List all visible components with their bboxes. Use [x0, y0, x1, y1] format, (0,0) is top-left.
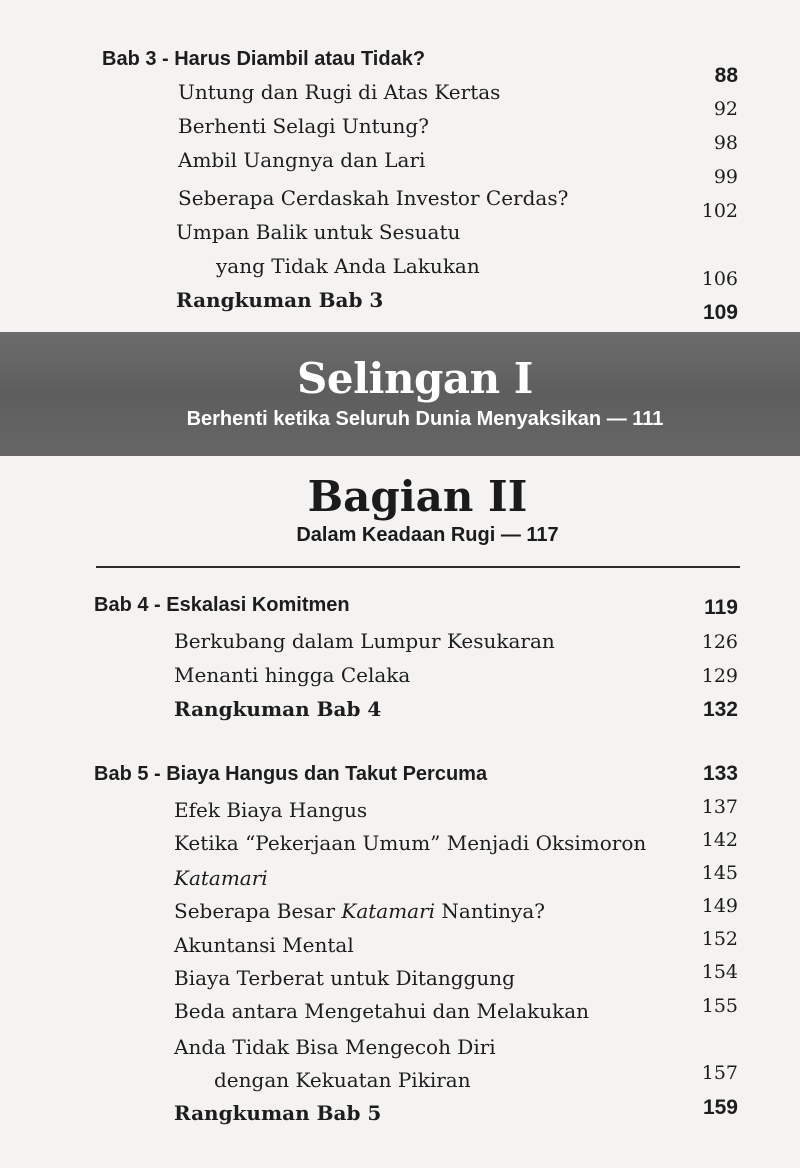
toc-entry-label: Beda antara Mengetahui dan Melakukan [174, 999, 590, 1023]
toc-entry-page: 137 [701, 796, 738, 818]
toc-entry-page: 157 [701, 1062, 738, 1084]
chapter-3-page: 88 [714, 64, 738, 87]
interlude-subtitle: Berhenti ketika Seluruh Dunia Menyaksikan — 111 [186, 408, 664, 430]
toc-entry-page: 102 [701, 200, 738, 222]
toc-entry-page: 149 [701, 895, 738, 917]
toc-entry-page: 98 [713, 132, 738, 154]
toc-entry-label-continued: yang Tidak Anda Lakukan [216, 254, 480, 278]
toc-entry-label: Berhenti Selagi Untung? [178, 114, 429, 138]
italic-term: Katamari [174, 866, 268, 890]
chapter-5-heading: Bab 5 - Biaya Hangus dan Takut Percuma [94, 763, 488, 785]
toc-entry-label: Efek Biaya Hangus [174, 798, 368, 822]
toc-entry-label: Ambil Uangnya dan Lari [178, 148, 426, 172]
label-part: Nantinya? [435, 899, 545, 923]
chapter-5-summary-page: 159 [702, 1096, 738, 1119]
part-title: Bagian II [307, 472, 528, 521]
toc-entry-page: 154 [701, 961, 738, 983]
chapter-4-heading: Bab 4 - Eskalasi Komitmen [94, 594, 350, 616]
italic-term: Katamari [341, 899, 436, 923]
toc-entry-page: 126 [701, 631, 738, 653]
chapter-5-summary: Rangkuman Bab 5 [174, 1101, 382, 1125]
toc-entry-label: Untung dan Rugi di Atas Kertas [178, 80, 501, 104]
toc-entry-page: 152 [701, 928, 738, 950]
chapter-4-page: 119 [704, 596, 738, 619]
toc-entry-page: 142 [701, 829, 738, 851]
chapter-3-summary: Rangkuman Bab 3 [176, 288, 384, 312]
toc-entry-label: Berkubang dalam Lumpur Kesukaran [174, 629, 555, 653]
toc-entry-page: 145 [701, 862, 738, 884]
toc-entry-label: Menanti hingga Celaka [174, 663, 411, 687]
toc-entry-label: Seberapa Cerdaskah Investor Cerdas? [178, 186, 569, 210]
toc-entry-page: 155 [701, 995, 738, 1017]
divider [96, 566, 740, 568]
interlude-title: Selingan I [297, 354, 533, 403]
toc-entry-label: Umpan Balik untuk Sesuatu [176, 220, 461, 244]
toc-entry-page: 106 [701, 268, 738, 290]
toc-entry-page: 129 [701, 665, 738, 687]
toc-entry-label: Biaya Terberat untuk Ditanggung [174, 966, 515, 990]
chapter-3-summary-page: 109 [702, 301, 738, 324]
toc-entry-label: Ketika “Pekerjaan Umum” Menjadi Oksimoron [174, 831, 647, 855]
chapter-5-page: 133 [702, 762, 738, 785]
toc-entry-label: Akuntansi Mental [174, 933, 354, 957]
toc-entry-label: Anda Tidak Bisa Mengecoh Diri [174, 1035, 496, 1059]
toc-entry-page: 92 [713, 98, 738, 120]
toc-entry-label [174, 899, 545, 923]
toc-entry-label-continued: dengan Kekuatan Pikiran [214, 1068, 471, 1092]
part-subtitle: Dalam Keadaan Rugi — 117 [296, 524, 559, 546]
toc-entry-label [174, 866, 268, 890]
chapter-4-summary: Rangkuman Bab 4 [174, 697, 382, 721]
chapter-3-heading: Bab 3 - Harus Diambil atau Tidak? [102, 48, 426, 70]
chapter-4-summary-page: 132 [702, 698, 738, 721]
toc-entry-page: 99 [713, 166, 738, 188]
label-part: Seberapa Besar [174, 899, 342, 923]
